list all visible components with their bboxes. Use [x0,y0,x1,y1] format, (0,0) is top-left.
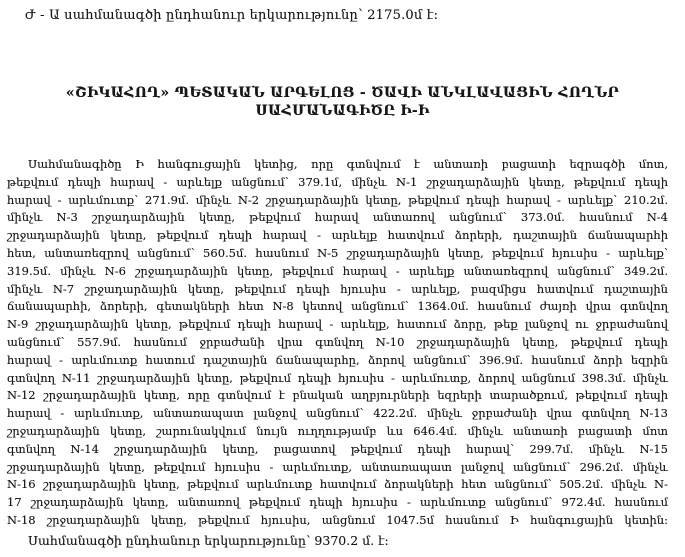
body-line: շրջադարձային կետը, թեքվում հյուսիս - արևմուտք, անտառապատ լանջով անցնում՝ 296.2մ. մինչև [7,459,668,474]
body-line: 319.5մ. մինչև N-6 շրջադարձային կետը, թեքվում հարավ - արևելք անտառեզրով անցնում՝ 349.2մ. [7,263,668,278]
total-length-line: Սահմանագծի ընդհանուր երկարությունը՝ 9370.2 մ. է: [28,532,389,548]
body-line: մինչև N-7 շրջադարձային կետը, թեքվում դեպի հյուսիս - արևելք, բազմիցս հատվում դաշտային [7,281,668,296]
body-line: մինչև N-3 շրջադարձային կետը, թեքվում հարավ անտառով անցնում՝ 373.0մ. հասնում N-4 [7,210,668,225]
body-line: հետ, անտառեզրով անցնում՝ 560.5մ. հասնում N-5 շրջադարձային կետը, թեքվում հյուսիս - արևելք՝ [7,245,668,260]
body-line: հարավ - արևմուտք՝ 271.9մ. մինչև N-2 շրջադարձային կետը, թեքվում դեպի հարավ - արևելք՝ 210.2մ. [7,192,668,207]
body-line: թեքվում դեպի հարավ - արևելք անցնում՝ 379.1մ, մինչև N-1 շրջադարձային կետը, թեքվում դեպի [7,174,668,189]
body-line: հարավ - արևմուտք, անտառապատ լանջով անցնում՝ 422.2մ. մինչև ջրբաժանի վրա գտնվող N-13 [7,406,668,421]
body-line: 17 շրջադարձային կետը, անտառով թեքվում դեպի հյուսիս - արևմուտք անցնում՝ 972.4մ. հասնում [7,495,668,510]
document-title-line2: ՍԱՀՄԱՆԱԳԻԾԸ Ի-Ի [255,103,430,119]
body-line: N-12 շրջադարձային կետը, որը գտնվում է բնական աղբյուրների եզրերի տարածքում, թեքվում դեպի [7,388,668,403]
body-line: N-18 շրջադարձային կետը, թեքվում հյուսիս, անցնում 1047.5մ հասնում Ի հանգուցային կետին: [7,512,668,527]
body-line: գտնվող N-14 շրջադարձային կետը, բացատով թեքվում դեպի հարավ՝ 299.7մ. մինչև N-15 [7,441,668,456]
document-title-line1: «ՇԻԿԱՀՈՂ» ՊԵՏԱԿԱՆ ԱՐԳԵԼՈՑ - ԾԱՎԻ ԱՆԿԼԱՎԱՑԻՆ ՀՈՂՆՐ [65,85,620,101]
body-line: անցնում՝ 557.9մ. հասնում ջրբաժանի վրա գտնվող N-10 շրջադարձային կետը, թեքվում դեպի [7,334,668,349]
document-title [30,84,655,120]
body-line: N-16 շրջադարձային կետը, թեքվում արևմուտք հատվում ձորակների հետ անցնում՝ 505.2մ. մինչև N- [7,477,668,492]
body-line: շրջադարձային կետը, շարունակվում նույն ուղղությամբ ևս 646.4մ. մինչև անտառի բացատի մոտ [7,423,668,438]
body-line: հարավ - արևմուտք հատում դաշտային ճանապարհը, ձորով անցնում՝ 396.9մ. հասնում ձորի եզրին [7,352,668,367]
boundary-description-paragraph [7,156,668,550]
body-line: Սահմանագիծը Ի հանգուցային կետից, որը գտնվում է անտառի բացատի եզրագծի մոտ, [28,157,668,171]
segment-length-note: Ժ - Ա սահմանագծի ընդհանուր երկարությունը՝ 2175.0մ է: [25,8,439,23]
body-line: ճանապարհի, ձորերի, գետակների հետ N-8 կետով անցնում՝ 1364.0մ. հասնում ժայռի վրա գտնվող [7,299,668,314]
body-line: շրջադարձային կետը, թեքվում դեպի հարավ - արևելք հատվում ձորերի, դաշտային ճանապարհի [7,228,668,243]
body-line: գտնվող N-11 շրջադարձային կետը, թեքվում դեպի հյուսիս - արևմուտք, ձորով անցնում 398.3մ. մինչև [7,370,668,385]
body-line: N-9 շրջադարձային կետը, թեքվում դեպի հարավ - արևելք, հատում ձորը, թեք լանջով ու ջրբաժանով [7,317,668,332]
